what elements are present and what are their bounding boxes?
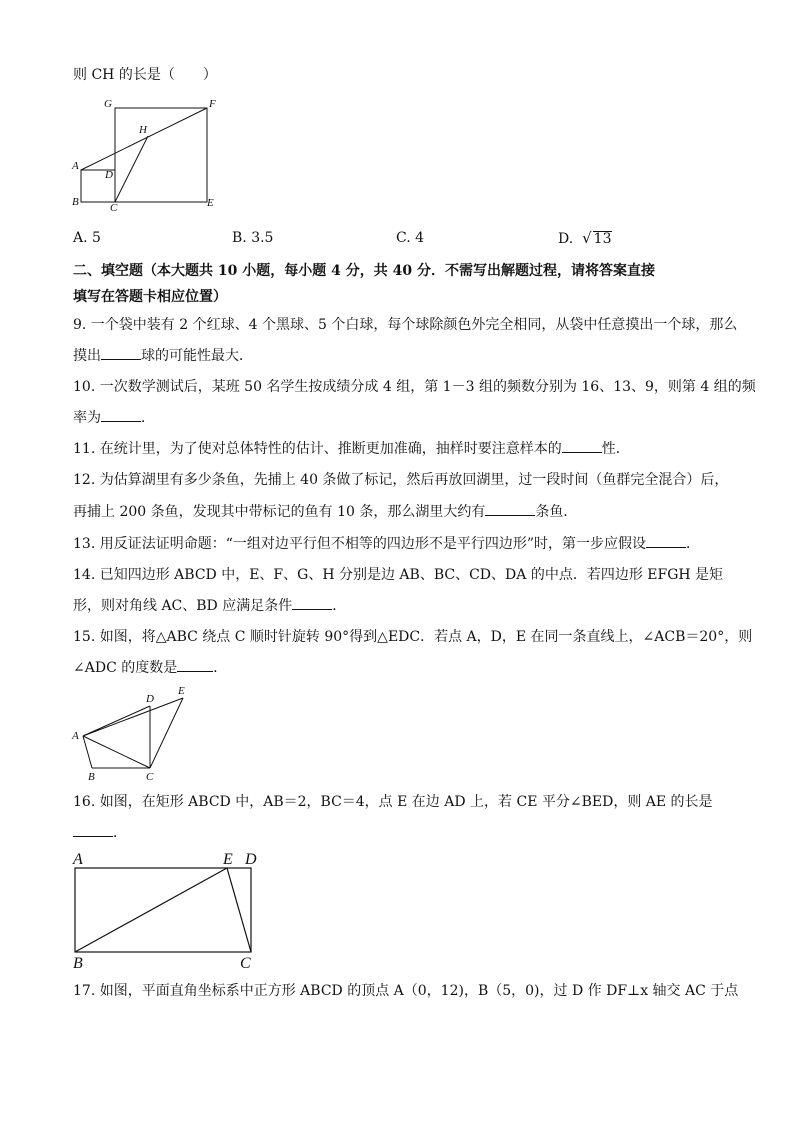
q15-figure: [70, 683, 200, 783]
label-b: B: [73, 955, 83, 972]
label-e: E: [223, 851, 233, 868]
label-a: A: [73, 851, 83, 868]
answer-blank[interactable]: [292, 597, 332, 610]
label-b: B: [88, 771, 95, 783]
q11-line: 11. 在统计里，为了使对总体特性的估计、推断更加准确，抽样时要注意样本的 性．: [73, 441, 630, 457]
q14-line2: 形，则对角线 AC、BD 应满足条件 ．: [73, 598, 347, 614]
label-d: D: [146, 693, 154, 705]
q15-line1: 15. 如图，将△ABC 绕点 C 顺时针旋转 90°得到△EDC．若点 A，D，E 在同一条直线上，∠ACB＝20°，则: [73, 629, 753, 645]
answer-blank[interactable]: [73, 824, 113, 837]
q16-line1: 16. 如图，在矩形 ABCD 中，AB＝2，BC＝4，点 E 在边 AD 上，若 CE 平分∠BED，则 AE 的长是: [73, 794, 713, 810]
section-heading-line1: 二、填空题（本大题共 10 小题，每小题 4 分，共 40 分．不需写出解题过程，请将答案直接: [73, 263, 655, 279]
segment-ad: [83, 706, 150, 736]
label-f: F: [209, 98, 216, 110]
q13-line: 13. 用反证法证明命题：“一组对边平行但不相等的四边形不是平行四边形”时，第一步应假设 ．: [73, 536, 701, 552]
q16-figure: [70, 848, 280, 973]
option-c: C. 4: [396, 230, 425, 246]
q8-stem-tail: 则 CH 的长是（ ）: [73, 67, 217, 83]
label-a: A: [72, 160, 79, 172]
segment-be: [75, 868, 227, 952]
q14-line1: 14. 已知四边形 ABCD 中，E、F、G、H 分别是边 AB、BC、CD、DA 的中点．若四边形 EFGH 是矩: [73, 567, 724, 583]
label-e: E: [207, 197, 214, 209]
segment-ac: [83, 736, 150, 768]
q17-line1: 17. 如图，平面直角坐标系中正方形 ABCD 的顶点 A（0，12)，B（5，0)，过 D 作 DF⊥x 轴交 AC 于点: [73, 983, 739, 999]
option-b: B. 3.5: [232, 230, 274, 246]
segment-af: [81, 108, 207, 170]
q10-line1: 10. 一次数学测试后，某班 50 名学生按成绩分成 4 组，第 1－3 组的频数分别为 16、13、9，则第 4 组的频: [73, 379, 756, 395]
label-e: E: [178, 685, 185, 697]
q16-line2: ．: [73, 824, 127, 842]
q9-line1: 9. 一个袋中装有 2 个红球、4 个黑球、5 个白球，每个球除颜色外完全相同，从袋中任意摸出一个球，那么: [73, 317, 738, 333]
q12-line2: 再捕上 200 条鱼，发现其中带标记的鱼有 10 条，那么湖里大约有 条鱼．: [73, 504, 578, 520]
q9-line2: 摸出 球的可能性最大．: [73, 348, 253, 364]
label-a: A: [72, 730, 79, 742]
label-b: B: [72, 196, 79, 208]
q12-line1: 12. 为估算湖里有多少条鱼，先捕上 40 条做了标记，然后再放回湖里，过一段时间（鱼群完全混合）后，: [73, 472, 729, 488]
segment-ab: [83, 736, 92, 768]
q15-line2: ∠ADC 的度数是 ．: [73, 660, 228, 676]
rectangle-abcd: [75, 868, 251, 952]
answer-blank[interactable]: [562, 440, 602, 453]
label-d: D: [105, 169, 113, 181]
segment-ch: [115, 136, 148, 202]
answer-blank[interactable]: [101, 347, 141, 360]
answer-blank[interactable]: [177, 659, 213, 672]
label-d: D: [245, 851, 257, 868]
option-d: D. √ 13: [558, 229, 612, 247]
section-heading-line2: 填写在答题卡相应位置）: [73, 289, 227, 305]
q8-figure: [70, 95, 250, 215]
answer-blank[interactable]: [485, 503, 535, 516]
label-c: C: [110, 202, 118, 214]
q10-line2: 率为 ．: [73, 410, 155, 426]
option-a: A. 5: [73, 230, 101, 246]
segment-ec: [227, 868, 251, 952]
label-h: H: [139, 124, 147, 136]
label-g: G: [104, 98, 112, 110]
square-gcef: [115, 108, 207, 202]
label-c: C: [240, 955, 251, 972]
answer-blank[interactable]: [101, 409, 141, 422]
answer-blank[interactable]: [646, 535, 686, 548]
label-c: C: [146, 771, 154, 783]
